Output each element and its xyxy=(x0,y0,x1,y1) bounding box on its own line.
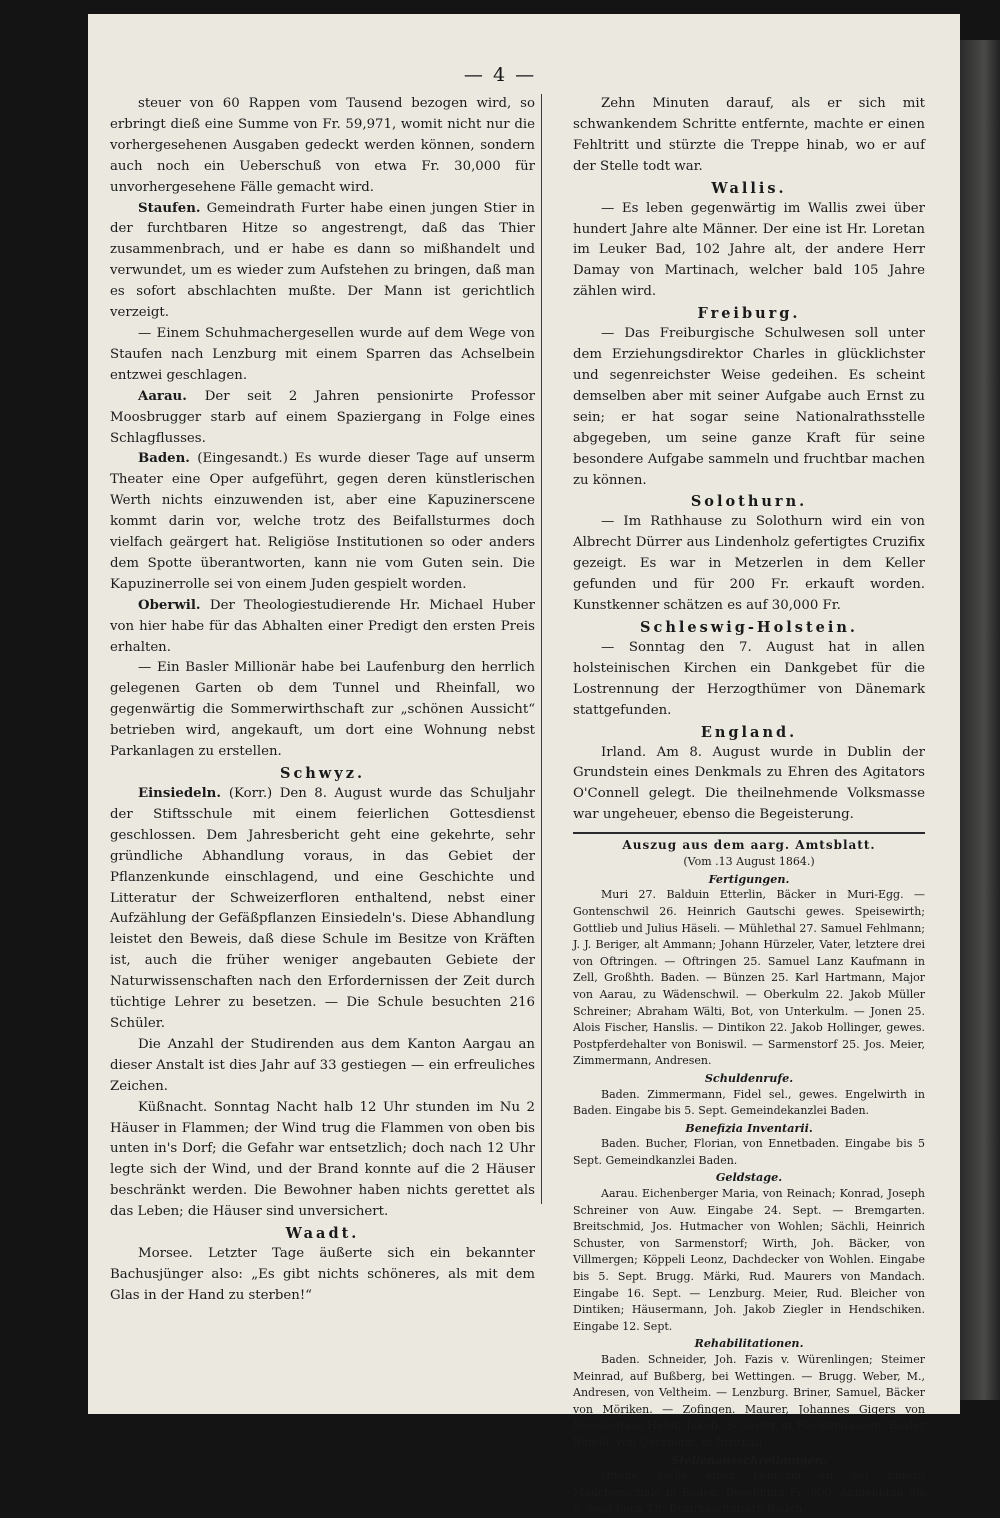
left-paragraph xyxy=(110,387,535,450)
right-paragraph xyxy=(573,199,925,304)
left-section-heading: Schwyz. xyxy=(279,765,366,782)
left-paragraph xyxy=(110,324,535,387)
right-section-heading: Wallis. xyxy=(711,179,787,197)
amtsblatt xyxy=(573,837,925,1518)
right-paragraph xyxy=(573,94,925,178)
paragraph-lead: Einsiedeln. xyxy=(138,786,229,801)
left-paragraph xyxy=(110,94,535,199)
left-section-heading: Waadt. xyxy=(285,1225,360,1243)
amtsblatt-rule xyxy=(573,832,925,834)
right-column xyxy=(573,94,925,1518)
amtsblatt-entry: Muri 27. Balduin Etterlin, Bäcker in Muri-Egg. — Gontenschwil 26. Heinrich Gautschi gewes. Speisewirth; Gottlieb und Julius Häseli. — Mühlethal 27. Samuel Fehlmann; J. J. Beriger, alt Ammann; Johann Hürzeler, Vater, letztere drei von Oftringen. — Oftringen 25. Samuel Lanz Kaufmann in Zell, Großhth. Baden. — Bünzen 25. Karl Hartmann, Major von Aarau, zu Wädenschwil. — Oberkulm 22. Jakob Müller Schreiner; Abraham Wälti, Bot, von Unterkulm. — Jonen 25. Alois Fischer, Hanslis. — Dintikon 22. Jakob Hollinger, gewes. Postpferdehalter von Boniswil. — Sarmenstorf 25. Jos. Meier, Zimmermann, Andresen. xyxy=(573,888,925,1068)
paragraph-text: Irland. Am 8. August wurde in Dublin der Grundstein eines Denkmals zu Ehren des Agitators O'Connell gelegt. Die theilnehmende Volksmasse war ungeheuer, ebenso die Begeisterung. xyxy=(573,744,925,823)
left-paragraph xyxy=(110,1244,535,1307)
paragraph-lead: Oberwil. xyxy=(138,597,210,613)
amtsblatt-section-heading: Fertigungen. xyxy=(708,871,790,886)
paragraph-text: Morsee. Letzter Tage äußerte sich ein bekannter Bachusjünger also: „Es gibt nichts schöneres, als mit dem Glas in der Hand zu sterben!“ xyxy=(110,1246,535,1303)
left-paragraph xyxy=(110,1035,535,1098)
left-paragraph xyxy=(110,199,535,324)
amtsblatt-section-heading: Schuldenrufe. xyxy=(704,1070,794,1085)
page-number: — 4 — xyxy=(463,64,537,86)
right-column-news xyxy=(573,94,925,826)
right-paragraph xyxy=(573,324,925,491)
paragraph-text: — Es leben gegenwärtig im Wallis zwei über hundert Jahre alte Männer. Der eine ist Hr. Loretan im Leuker Bad, 102 Jahre alt, der andere Herr Damay von Martinach, welcher bald 105 Jahre zählen wird. xyxy=(573,200,925,300)
column-divider xyxy=(541,94,542,1204)
paragraph-text: Der seit 2 Jahren pensionirte Professor Moosbrugger starb auf einem Spaziergang in Folge eines Schlagflusses. xyxy=(110,388,535,446)
paragraph-text: — Das Freiburgische Schulwesen soll unter dem Erziehungsdirektor Charles in glücklichster und segenreichster Weise gedeihen. Es scheint demselben aber mit seiner Aufgabe auch Ernst zu sein; er hat sogar seine Nationalrathsstelle abgegeben, um seine ganze Kraft für seine besondere Aufgabe sammeln und fruchtbar machen zu können. xyxy=(573,326,925,488)
right-section-heading: Freiburg. xyxy=(697,305,801,323)
paragraph-text: — Sonntag den 7. August hat in allen holsteinischen Kirchen ein Dankgebet für die Lostrennung der Herzogthümer von Dänemark stattgefunden. xyxy=(573,639,925,718)
paragraph-text: (Eingesandt.) Es wurde dieser Tage auf unserm Theater eine Oper aufgeführt, gegen deren künstlerischen Werth nichts einzuwenden ist, aber eine Kapuzinerscene kommt darin vor, welche trotz des Beifallsturmes doch vielfach geärgert hat. Religiöse Institutionen so oder anders dem Spotte überantworten, kann nie vom Guten sein. Die Kapuzinerrolle sei von einem Juden gespielt worden. xyxy=(110,451,535,592)
paragraph-lead: Staufen. xyxy=(138,200,207,216)
amtsblatt-entry: Offene Stelle einer Lehrerin an der untern Mädchenschule in Baden. Besoldung Fr. 800. Anmeldung bis 6. Sept beim Tit. Bezirksschulrath Baden. xyxy=(573,1469,925,1516)
amtsblatt-entry: Baden. Schneider, Joh. Fazis v. Würenlingen; Steimer Meinrad, auf Bußberg, bei Wettingen. — Brugg. Weber, M., Andresen, von Veltheim. — Lenzburg. Briner, Samuel, Bäcker von Möriken. — Zofingen. Maurer, Johannes Gigers von Moosleerau; Hefer, Jakob, Schuster in Fleckenhausen; Basler Rudolf, von Uerkheim, in Brittnau. xyxy=(573,1353,925,1449)
amtsblatt-sections xyxy=(573,871,925,1518)
left-paragraph xyxy=(110,1098,535,1223)
amtsblatt-section-heading: Rehabilitationen. xyxy=(694,1336,804,1351)
amtsblatt-date: (Vom .13 August 1864.) xyxy=(683,855,815,869)
paragraph-lead: Baden. xyxy=(138,451,198,467)
paragraph-lead: Aarau. xyxy=(138,388,205,404)
paragraph-text: — Ein Basler Millionär habe bei Laufenburg den herrlich gelegenen Garten ob dem Tunnel und Rheinfall, wo gegenwärtig die Sommerwirthschaft zur „schönen Aussicht“ betrieben wird, angekauft, um dort eine Wohnung nebst Parkanlagen zu erstellen. xyxy=(110,660,535,760)
right-section-heading: Schleswig-Holstein. xyxy=(640,618,858,636)
paragraph-text: — Im Rathhause zu Solothurn wird ein von Albrecht Dürrer aus Lindenholz gefertigtes Cruzifix gezeigt. Es war in Metzerlen in dem Keller gefunden und für 200 Fr. erkauft worden. Kunstkenner schätzen es auf 30,000 Fr. xyxy=(573,514,925,614)
paragraph-text: Gemeindrath Furter habe einen jungen Stier in der furchtbaren Hitze so angestrengt, daß das Thier zusammenbrach, und er habe es dann so mißhandelt und verwundet, um es wieder zum Aufstehen zu bringen, daß man es sofort abschlachten mußte. Der Mann ist gerichtlich verzeigt. xyxy=(110,200,535,321)
right-paragraph xyxy=(573,743,925,827)
right-section-heading: Solothurn. xyxy=(690,493,808,511)
amtsblatt-entry: Baden. Zimmermann, Fidel sel., gewes. Engelwirth in Baden. Eingabe bis 5. Sept. Gemeindekanzlei Baden. xyxy=(573,1087,925,1118)
amtsblatt-section-heading: Stellenausschreibungen. xyxy=(671,1452,827,1467)
amtsblatt-entry: Aarau. Eichenberger Maria, von Reinach; Konrad, Joseph Schreiner von Auw. Eingabe 24. Sept. — Bremgarten. Breitschmid, Jos. Hutmacher von Wohlen; Sächli, Heinrich Schuster, von Sarmenstorf; Wirth, Joh. Bäcker, von Villmergen; Köppeli Leonz, Dachdecker von Wohlen. Eingabe bis 5. Sept. Brugg. Märki, Rud. Maurers von Mandach. Eingabe 16. Sept. — Lenzburg. Meier, Rud. Bleicher von Dintiken; Häusermann, Joh. Jakob Ziegler in Hendschiken. Eingabe 12. Sept. xyxy=(573,1187,925,1333)
left-paragraph xyxy=(110,658,535,763)
left-paragraph xyxy=(110,449,535,595)
right-paragraph xyxy=(573,512,925,617)
paragraph-text: (Korr.) Den 8. August wurde das Schuljahr der Stiftsschule mit einem feierlichen Gottesdienst geschlossen. Dem Jahresbericht geht eine gekehrte, sehr gründliche Abhandlung voraus, in das Gebiet der Pflanzenkunde einschlagend, und eine Geschichte und Litteratur der Schweizerfloren enthaltend, nebst einer Aufzählung der Gefäßpflanzen Einsiedeln's. Diese Abhandlung leistet den Beweis, daß diese Schule im Besitze von Kräften ist, auch die früher weniger angebauten Gebiete der Naturwissenschaften nach den Erfordernissen der Zeit durch tüchtige Lehrer zu besetzen. — Die Schule besuchten 216 Schüler. xyxy=(110,786,535,1031)
amtsblatt-section-heading: Geldstage. xyxy=(715,1170,783,1185)
left-column xyxy=(110,94,535,1307)
right-paragraph xyxy=(573,638,925,722)
book-spine-edge xyxy=(960,40,1000,1400)
right-section-heading: England. xyxy=(700,723,798,741)
amtsblatt-section-heading: Benefizia Inventarii. xyxy=(685,1120,813,1135)
paragraph-text: Die Anzahl der Studirenden aus dem Kanton Aargau an dieser Anstalt ist dies Jahr auf 33 gestiegen — ein erfreuliches Zeichen. xyxy=(110,1036,535,1094)
paragraph-text: — Einem Schuhmachergesellen wurde auf dem Wege von Staufen nach Lenzburg mit einem Sparren das Achselbein entzwei geschlagen. xyxy=(110,325,535,383)
amtsblatt-title: Auszug aus dem aarg. Amtsblatt. xyxy=(622,838,876,853)
paragraph-text: Küßnacht. Sonntag Nacht halb 12 Uhr stunden im Nu 2 Häuser in Flammen; der Wind trug die Flammen von oben bis unten in's Dorf; die Gefahr war entsetzlich; doch nach 12 Uhr legte sich der Wind, und der Brand konnte auf die 2 Häuser beschränkt werden. Die Bewohner haben nichts gerettet als das Leben; die Häuser sind unversichert. xyxy=(110,1099,535,1220)
left-paragraph xyxy=(110,784,535,1035)
amtsblatt-entry: Baden. Bucher, Florian, von Ennetbaden. Eingabe bis 5 Sept. Gemeindkanzlei Baden. xyxy=(573,1137,925,1167)
left-paragraph xyxy=(110,596,535,659)
paragraph-text: Zehn Minuten darauf, als er sich mit schwankendem Schritte entfernte, machte er einen Fehltritt und stürzte die Treppe hinab, wo er auf der Stelle todt war. xyxy=(573,96,925,174)
paragraph-text: Der Theologiestudierende Hr. Michael Huber von hier habe für das Abhalten einer Predigt den ersten Preis erhalten. xyxy=(110,597,536,655)
paragraph-text: steuer von 60 Rappen vom Tausend bezogen wird, so erbringt dieß eine Summe von Fr. 59,971, womit nicht nur die vorhergesehenen Ausgaben gedeckt werden können, sondern auch noch ein Ueberschuß von etwa Fr. 30,000 für unvorhergesehene Fälle gemacht wird. xyxy=(110,96,535,195)
